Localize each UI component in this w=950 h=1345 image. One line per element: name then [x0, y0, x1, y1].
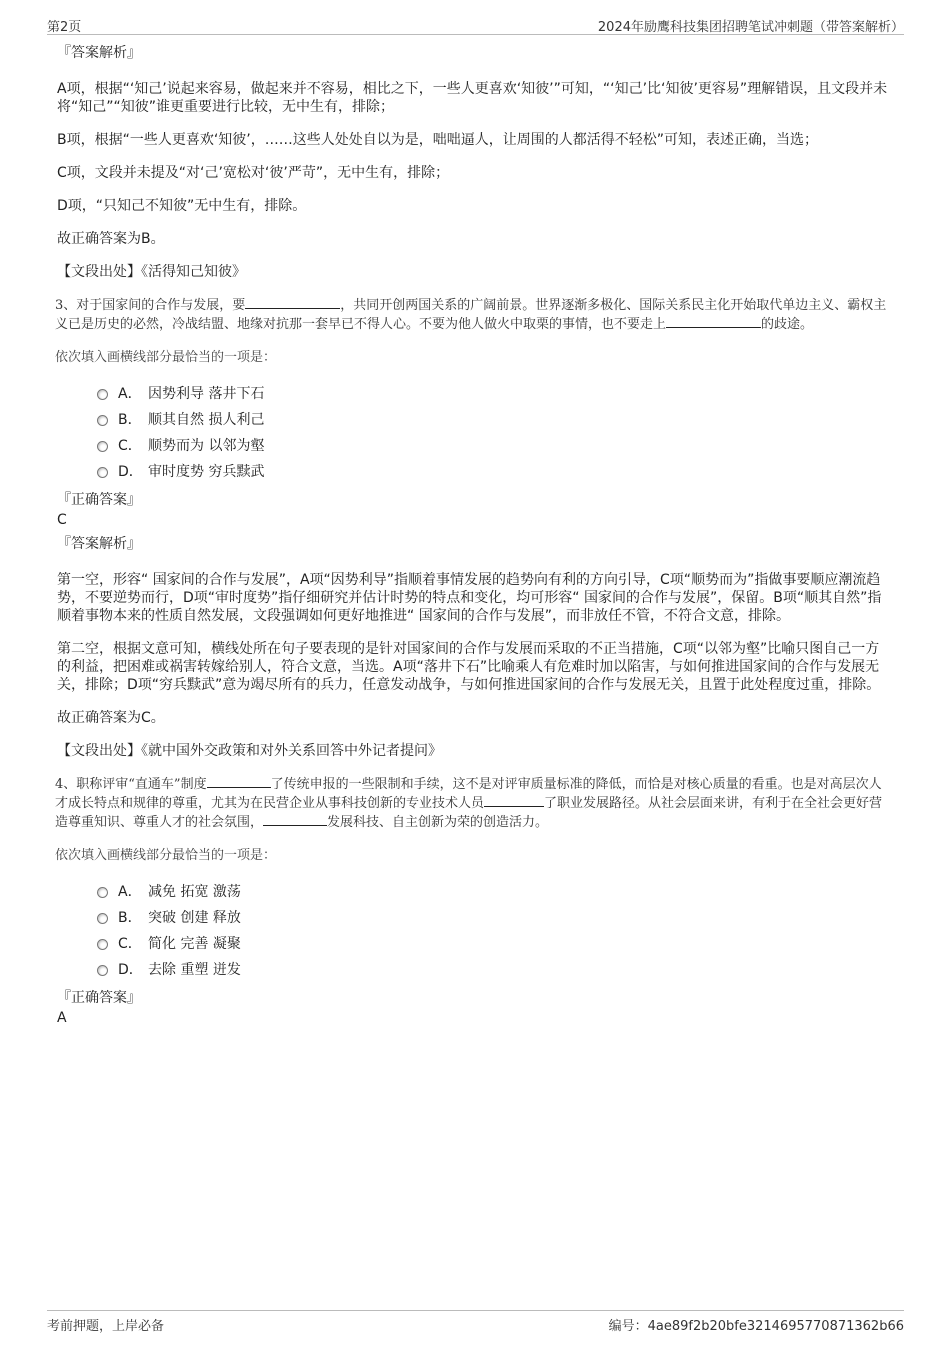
page-content — [57, 44, 889, 1033]
radio-icon[interactable] — [97, 441, 108, 452]
q3-option-b[interactable] — [97, 407, 889, 433]
radio-icon[interactable] — [97, 467, 108, 478]
document-title: 2024年励鹰科技集团招聘笔试冲刺题（带答案解析） — [597, 20, 904, 35]
q3-blank-1 — [245, 296, 340, 309]
q2-source: 【文段出处】《活得知己知彼》 — [57, 264, 246, 280]
q2-analysis-b: B项，根据“一些人更喜欢‘知彼’，……这些人处处自以为是，咄咄逼人，让周围的人都活得不轻松”可知，表述正确，当选； — [57, 132, 819, 148]
q3-stem — [55, 296, 889, 334]
radio-icon[interactable] — [97, 939, 108, 950]
option-text: 简化 完善 凝聚 — [148, 936, 241, 952]
q4-instruction: 依次填入画横线部分最恰当的一项是： — [55, 848, 277, 863]
q4-answer-label: 『正确答案』 — [57, 990, 141, 1006]
q4-option-d[interactable] — [97, 957, 889, 983]
q3-answer-label: 『正确答案』 — [57, 492, 141, 508]
radio-icon[interactable] — [97, 913, 108, 924]
q3-stem-part-2: ，共同开创两国关系的广阔前景。世界逐渐多极化、国际关系民主化开始取代单边主义、霸权主义已是历史的必然，冷战结盟、地缘对抗那一套早已不得人心。不要为他人做火中取栗的事情，也不要走上 — [55, 298, 887, 332]
option-text: 顺其自然 损人利己 — [148, 412, 265, 428]
option-text: 审时度势 穷兵黩武 — [148, 464, 265, 480]
q3-analysis-2: 第二空，根据文意可知，横线处所在句子要表现的是针对国家间的合作与发展而采取的不正当措施，C项“以邻为壑”比喻只图自己一方的利益，把困难或祸害转嫁给别人，符合文意，当选。A项“落井下石”比喻乘人有危难时加以陷害，与如何推进国家间的合作与发展无关，排除；D项“穷兵黩武”意为竭尽所有的兵力，任意发动战争，与如何推进国家间的合作与发展无关，且置于此处程度过重，排除。 — [57, 641, 881, 693]
page-header — [47, 14, 904, 35]
footer-slogan: 考前押题，上岸必备 — [47, 1319, 165, 1334]
q3-stem-part-3: 的歧途。 — [761, 317, 814, 332]
option-text: 顺势而为 以邻为壑 — [148, 438, 265, 454]
radio-icon[interactable] — [97, 389, 108, 400]
option-letter: D． — [118, 464, 143, 480]
q3-option-a[interactable] — [97, 381, 889, 407]
code-value: 4ae89f2b20bfe3214695770871362b66 — [647, 1319, 904, 1334]
q4-stem-part-1: 4、职称评审“直通车”制度 — [55, 777, 207, 792]
q4-stem-part-2: 了传统申报的一些限制和手续，这不是对评审质量标准的降低，而恰是对核心质量的看重。也是对高层次人才成长特点和规律的尊重，尤其为在民营企业从事科技创新的专业技术人员 — [55, 777, 882, 811]
q3-analysis-label: 『答案解析』 — [57, 536, 141, 552]
q2-analysis-c: C项，文段并未提及“对‘己’宽松对‘彼’严苛”，无中生有，排除； — [57, 165, 450, 181]
q3-options — [97, 381, 889, 485]
option-text: 突破 创建 释放 — [148, 910, 241, 926]
code-label: 编号： — [608, 1319, 648, 1334]
radio-icon[interactable] — [97, 965, 108, 976]
q4-stem-part-3: 了职业发展路径。从社会层面来讲，有利于在全社会更好营造尊重知识、尊重人才的社会氛围， — [55, 796, 883, 830]
q4-stem-part-4: 发展科技、自主创新为荣的创造活力。 — [327, 815, 549, 830]
q4-option-c[interactable] — [97, 931, 889, 957]
option-letter: A． — [118, 884, 142, 900]
q3-stem-part-1: 3、对于国家间的合作与发展，要 — [55, 298, 246, 313]
option-text: 因势利导 落井下石 — [148, 386, 265, 402]
document-code — [609, 1315, 904, 1334]
option-letter: D． — [118, 962, 143, 978]
option-letter: B． — [118, 910, 142, 926]
q3-option-c[interactable] — [97, 433, 889, 459]
option-text: 去除 重塑 迸发 — [148, 962, 241, 978]
q4-blank-1 — [207, 775, 271, 788]
q4-stem — [55, 775, 889, 832]
page-footer — [47, 1310, 904, 1334]
q4-blank-2 — [484, 794, 544, 807]
option-letter: C． — [118, 438, 142, 454]
q3-option-d[interactable] — [97, 459, 889, 485]
q3-source: 【文段出处】《就中国外交政策和对外关系回答中外记者提问》 — [57, 743, 442, 759]
option-letter: A． — [118, 386, 142, 402]
q3-blank-2 — [666, 315, 761, 328]
page-number: 第2页 — [47, 20, 82, 35]
q4-answer: A — [57, 1010, 67, 1026]
q2-analysis-a: A项，根据“‘知己’说起来容易，做起来并不容易，相比之下，一些人更喜欢‘知彼’”可知，“‘知己’比‘知彼’更容易”理解错误，且文段并未将“知己”“知彼”谁更重要进行比较，无中生有，排除； — [57, 81, 888, 115]
option-text: 减免 拓宽 激荡 — [148, 884, 241, 900]
q3-answer: C — [57, 512, 67, 528]
radio-icon[interactable] — [97, 415, 108, 426]
q4-options — [97, 879, 889, 983]
option-letter: B． — [118, 412, 142, 428]
option-letter: C． — [118, 936, 142, 952]
radio-icon[interactable] — [97, 887, 108, 898]
q2-analysis-d: D项，“只知己不知彼”无中生有，排除。 — [57, 198, 307, 214]
q4-blank-3 — [263, 813, 327, 826]
q3-conclusion: 故正确答案为C。 — [57, 710, 165, 726]
q4-option-b[interactable] — [97, 905, 889, 931]
q2-conclusion: 故正确答案为B。 — [57, 231, 165, 247]
q3-analysis-1: 第一空，形容“ 国家间的合作与发展”，A项“因势利导”指顺着事情发展的趋势向有利的方向引导，C项“顺势而为”指做事要顺应潮流趋势，不要逆势而行，D项“审时度势”指仔细研究并估计时势的特点和变化，均可形容“ 国家间的合作与发展”，保留。B项“顺其自然”指顺着事物本来的性质自然发展，文段强调如何更好地推进“ 国家间的合作与发展”，而非放任不管，不符合文意，排除。 — [57, 572, 882, 624]
q2-analysis-label: 『答案解析』 — [57, 45, 141, 61]
q4-option-a[interactable] — [97, 879, 889, 905]
q3-instruction: 依次填入画横线部分最恰当的一项是： — [55, 350, 277, 365]
